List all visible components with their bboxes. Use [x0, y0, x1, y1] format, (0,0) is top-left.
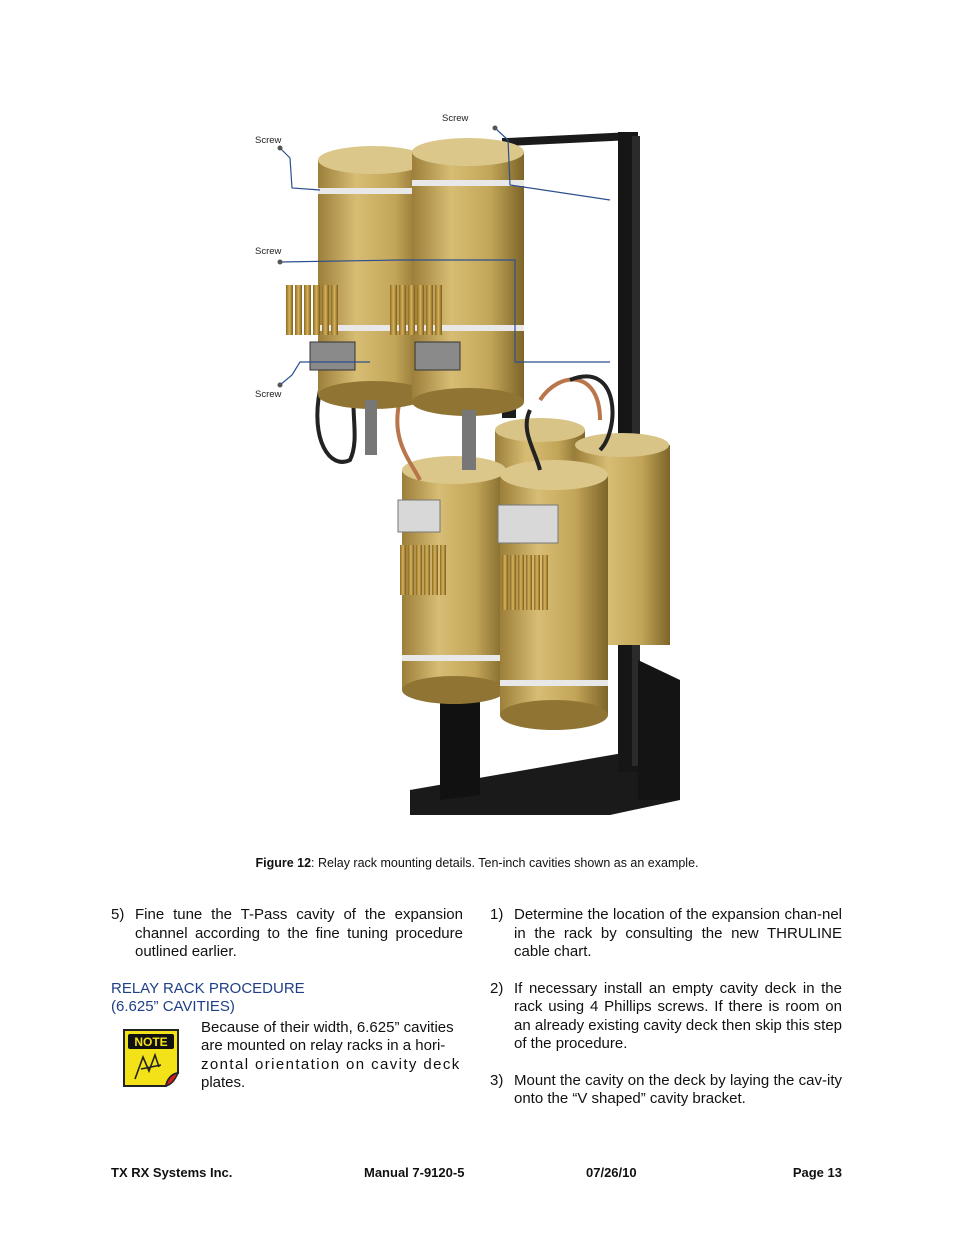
screw-callout-upper-left: Screw	[255, 135, 282, 146]
right-column	[490, 906, 842, 1109]
step-3	[490, 1072, 842, 1109]
screw-callout-lower-left: Screw	[255, 389, 282, 400]
figure-caption	[0, 856, 954, 870]
note-line-1: Because of their width, 6.625” cavities	[201, 1018, 454, 1036]
footer-company: TX RX Systems Inc.	[111, 1165, 233, 1180]
step-text: Mount the cavity on the deck by laying the cav-ity onto the “V shaped” cavity bracket.	[514, 1071, 842, 1107]
lower-right-cavity	[498, 460, 608, 730]
note-line-2: are mounted on relay racks in a hori-	[201, 1037, 446, 1054]
figure-caption-text: : Relay rack mounting details. Ten-inch cavities shown as an example.	[311, 856, 699, 870]
step-text: Determine the location of the expansion chan-nel in the rack by consulting the new THRULINE cable chart.	[514, 906, 842, 960]
step-2	[490, 980, 842, 1054]
footer-manual: Manual 7-9120-5	[364, 1165, 465, 1180]
page-footer	[111, 1165, 842, 1185]
step-number: 2)	[490, 979, 504, 997]
note-block	[111, 1019, 463, 1093]
upper-left-cavity	[286, 146, 428, 455]
screw-callout-middle-left: Screw	[255, 246, 282, 257]
relay-rack-figure	[240, 100, 710, 840]
note-line-4: plates.	[201, 1074, 246, 1091]
section-heading	[111, 980, 463, 1017]
step-1	[490, 906, 842, 962]
note-icon	[121, 1027, 181, 1089]
step-text: If necessary install an empty cavity deck in the rack using 4 Phillips screws. If there is room on an already existing cavity deck then skip this step of the procedure.	[514, 979, 842, 1052]
step-number: 1)	[490, 906, 504, 923]
note-text	[201, 1019, 463, 1093]
step-text: Fine tune the T-Pass cavity of the expansion channel according to the fine tuning procedure outlined earlier.	[135, 906, 463, 960]
left-column	[111, 906, 463, 1093]
lower-left-cavity	[398, 456, 507, 704]
footer-page-number: Page 13	[792, 1165, 842, 1180]
step-5	[111, 906, 463, 962]
screw-callout-top: Screw	[442, 113, 469, 124]
note-icon-label: NOTE	[134, 1034, 168, 1049]
section-heading-line2: (6.625” CAVITIES)	[111, 998, 235, 1015]
step-number: 5)	[111, 906, 125, 923]
figure-caption-label: Figure 12	[255, 856, 312, 870]
note-line-3: zontal orientation on cavity deck	[201, 1055, 461, 1073]
section-heading-line1: RELAY RACK PROCEDURE	[111, 979, 305, 997]
footer-date: 07/26/10	[586, 1165, 637, 1180]
step-number: 3)	[490, 1071, 504, 1089]
